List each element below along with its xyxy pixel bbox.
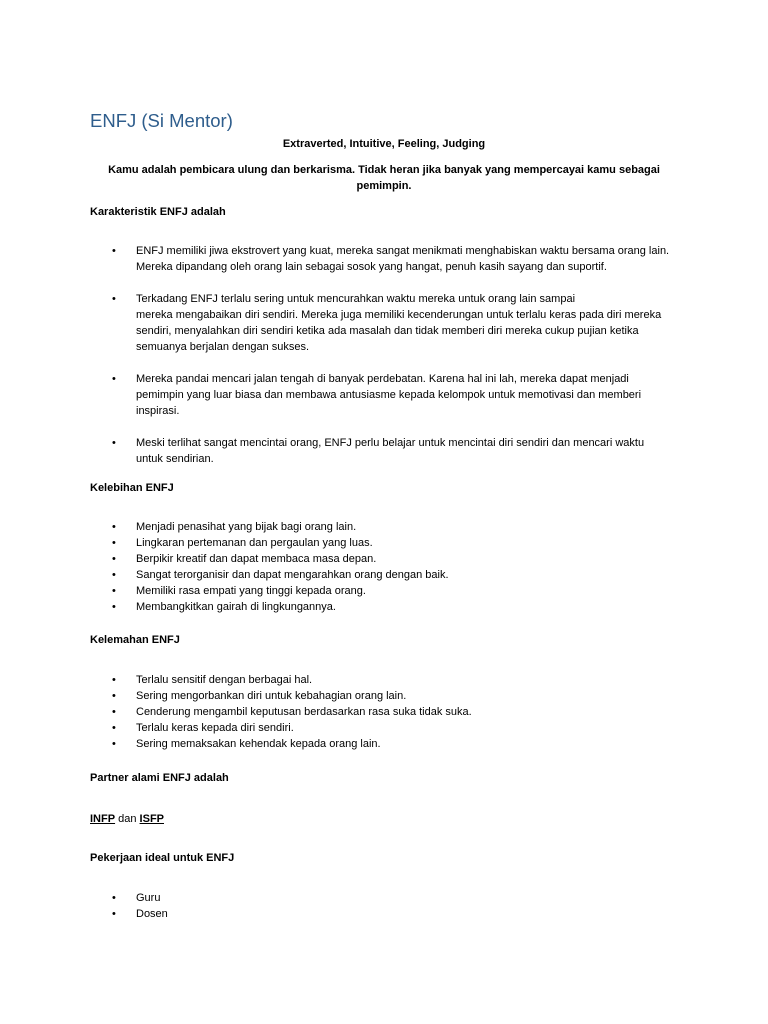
intro-line: pemimpin. xyxy=(356,180,412,192)
list-item: • Terlalu keras kepada diri sendiri. xyxy=(90,720,690,736)
list-line: pemimpin yang luar biasa dan membawa antusiasme kepada kelompok untuk memotivasi dan memberi xyxy=(136,389,642,401)
list-item: • Dosen xyxy=(90,906,690,922)
list-line: Mereka dipandang oleh orang lain sebagai sosok yang hangat, penuh kasih sayang dan suportif. xyxy=(136,261,607,273)
list-line: semuanya berjalan dengan sukses. xyxy=(136,341,310,353)
list-item: • Guru xyxy=(90,890,690,906)
list-item: • Terlalu sensitif dengan berbagai hal. xyxy=(90,672,690,688)
intro-line: Kamu adalah pembicara ulung dan berkarisma. Tidak heran jika banyak yang mempercayai kamu sebagai xyxy=(108,164,660,176)
list-item: • Lingkaran pertemanan dan pergaulan yang luas. xyxy=(90,535,690,551)
list-line: inspirasi. xyxy=(136,405,180,417)
list-line: • Meski terlihat sangat mencintai orang, ENFJ perlu belajar untuk mencintai diri sendiri dan mencari waktu xyxy=(136,437,645,449)
list-item: • Sering mengorbankan diri untuk kebahagian orang lain. xyxy=(90,688,690,704)
pekerjaan-list xyxy=(90,890,690,922)
partner-heading: Partner alami ENFJ adalah xyxy=(90,772,229,784)
kelemahan-list xyxy=(90,672,690,752)
partner-connector: dan xyxy=(118,813,137,825)
list-item: • Berpikir kreatif dan dapat membaca masa depan. xyxy=(90,551,690,567)
list-item xyxy=(90,435,690,467)
subtitle: Extraverted, Intuitive, Feeling, Judging xyxy=(282,138,486,150)
kelebihan-list xyxy=(90,519,690,615)
list-line: • ENFJ memiliki jiwa ekstrovert yang kuat, mereka sangat menikmati menghabiskan waktu bersama orang lain. xyxy=(136,245,670,257)
kelemahan-heading: Kelemahan ENFJ xyxy=(90,634,180,646)
kelebihan-heading: Kelebihan ENFJ xyxy=(90,482,174,494)
karakteristik-list xyxy=(90,243,690,483)
list-item xyxy=(90,243,690,275)
list-line: untuk sendirian. xyxy=(136,453,214,465)
partner-link-isfp[interactable]: ISFP xyxy=(139,813,164,825)
list-line: • Terkadang ENFJ terlalu sering untuk mencurahkan waktu mereka untuk orang lain sampai xyxy=(136,293,576,305)
partner-link-infp[interactable]: INFP xyxy=(90,813,116,825)
list-item: • Sering memaksakan kehendak kepada orang lain. xyxy=(90,736,690,752)
list-line: • Mereka pandai mencari jalan tengah di banyak perdebatan. Karena hal ini lah, mereka dapat menjadi xyxy=(136,373,629,385)
list-item xyxy=(90,371,690,419)
pekerjaan-heading: Pekerjaan ideal untuk ENFJ xyxy=(90,852,235,864)
list-line: mereka mengabaikan diri sendiri. Mereka juga memiliki kecenderungan untuk terlalu keras pada diri mereka xyxy=(136,309,662,321)
list-line: sendiri, menyalahkan diri sendiri ketika ada masalah dan tidak memberi diri mereka cukup pujian ketika xyxy=(136,325,639,337)
karakteristik-heading: Karakteristik ENFJ adalah xyxy=(90,206,226,218)
list-item xyxy=(90,291,690,355)
list-item: • Membangkitkan gairah di lingkungannya. xyxy=(90,599,690,615)
document-title: ENFJ (Si Mentor) xyxy=(90,110,233,131)
list-item: • Memiliki rasa empati yang tinggi kepada orang. xyxy=(90,583,690,599)
list-item: • Menjadi penasihat yang bijak bagi orang lain. xyxy=(90,519,690,535)
intro-paragraph xyxy=(90,162,678,194)
list-item: • Cenderung mengambil keputusan berdasarkan rasa suka tidak suka. xyxy=(90,704,690,720)
partner-types xyxy=(90,811,164,827)
list-item: • Sangat terorganisir dan dapat mengarahkan orang dengan baik. xyxy=(90,567,690,583)
